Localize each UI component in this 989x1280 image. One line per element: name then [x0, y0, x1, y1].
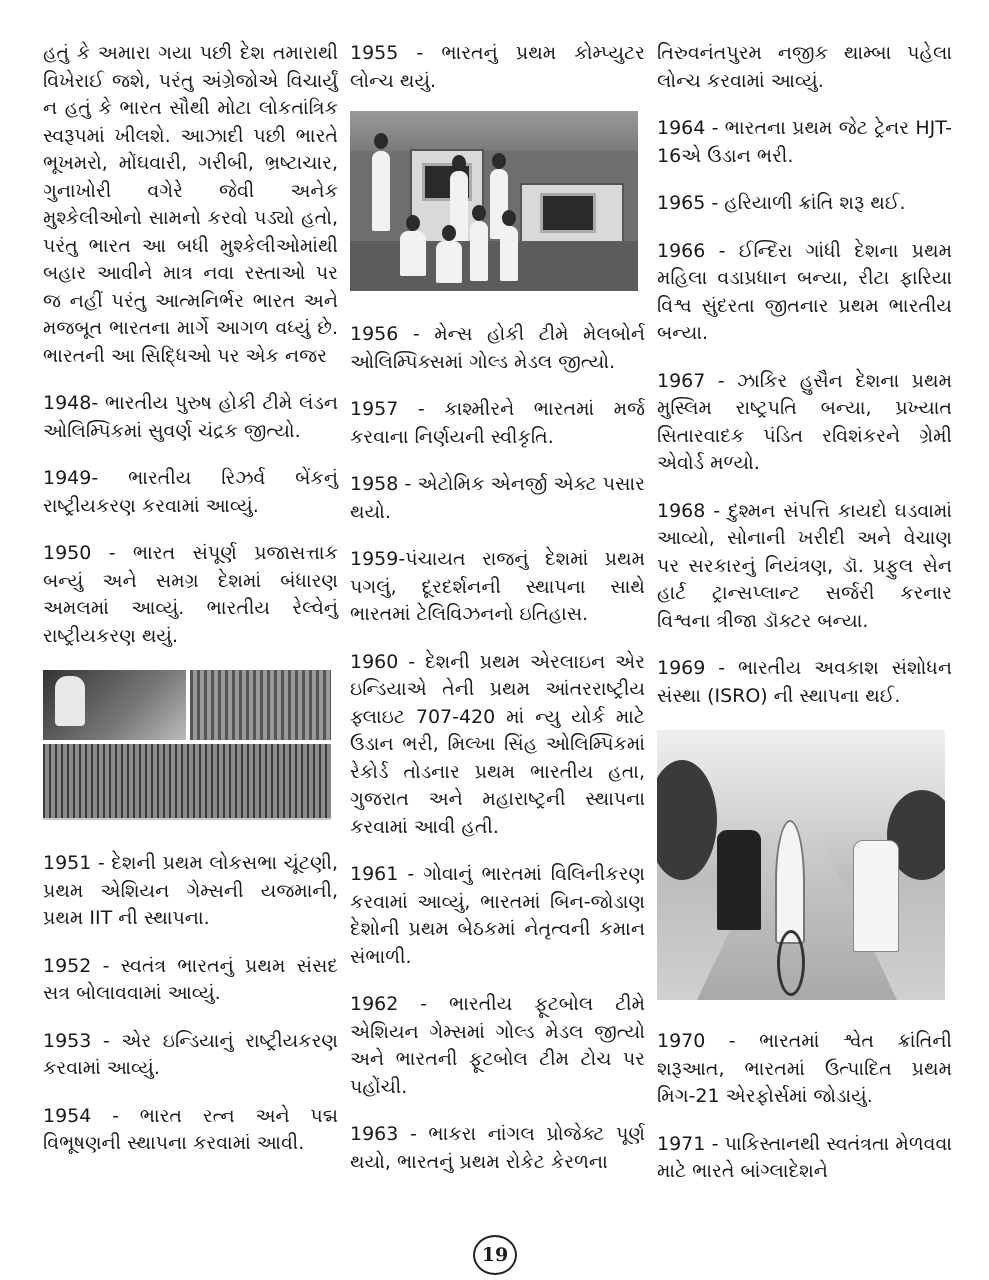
entry-1971: 1971 - પાકિસ્તાનથી સ્વતંત્રતા મેળવવા માટે ભારતે બાંગ્લાદેશને	[657, 1132, 952, 1182]
entry-1953: 1953 - એર ઇન્ડિયાનું રાષ્ટ્રીયકરણ કરવામાં આવ્યું.	[43, 1029, 338, 1079]
republic-day-photo-collage	[43, 670, 331, 820]
first-computer-team-photo	[350, 111, 638, 291]
entry-1966: 1966 - ઈન્દિરા ગાંધી દેશના પ્રથમ મહિલા વડાપ્રધાન બન્યા, રીટા ફારિયા વિશ્વ સુંદરતા જીતનાર પ્રથમ ભારતીય બન્યા.	[657, 239, 952, 344]
entry-1967: 1967 - ઝાકિર હુસૈન દેશના પ્રથમ મુસ્લિમ રાષ્ટ્રપતિ બન્યા, પ્રખ્યાત સિતારવાદક પંડિત રવિશંકરને ગ્રેમી એવોર્ડ મળ્યો.	[657, 369, 952, 474]
entry-1949: 1949- ભારતીય રિઝર્વ બેંકનું રાષ્ટ્રીયકરણ કરવામાં આવ્યું.	[43, 467, 338, 517]
rocket-on-bicycle-photo	[657, 730, 945, 1000]
entry-1960: 1960 - દેશની પ્રથમ એરલાઇન એર ઇન્ડિયાએ તેની પ્રથમ આંતરરાષ્ટ્રીય ફ્લાઇટ 707-420 માં ન્યુ યોર્ક માટે ઉડાન ભરી, મિલ્ખા સિંહ ઓલિમ્પિકમાં રેકોર્ડ તોડનાર પ્રથમ ભારતીય હતા, ગુજરાત અને મહારાષ્ટ્રની સ્થાપના કરવામાં આવી હતી.	[350, 650, 645, 838]
page-number: 19	[473, 1235, 517, 1275]
column-right	[657, 40, 952, 1206]
entry-1959: 1959-પંચાયત રાજનું દેશમાં પ્રથમ પગલું, દૂરદર્શનની સ્થાપના સાથે ભારતમાં ટેલિવિઝનનો ઇતિહાસ.	[350, 548, 645, 625]
entry-1955: 1955 - ભારતનું પ્રથમ કોમ્પ્યુટર લોન્ચ થયું.	[350, 42, 645, 92]
intro-paragraph: હતું કે અમારા ગયા પછી દેશ તમારાથી વિખેરાઈ જશે, પરંતુ અંગ્રેજોએ વિચાર્યું ન હતું કે ભારત સૌથી મોટા લોકતાંત્રિક સ્વરૂપમાં ખીલશે. આઝાદી પછી ભારતે ભૂખમરો, મોંઘવારી, ગરીબી, ભ્રષ્ટાચાર, ગુનાખોરી વગેરે જેવી અનેક મુશ્કેલીઓનો સામનો કરવો પડ્યો હતો, પરંતુ ભારત આ બધી મુશ્કેલીઓમાંથી બહાર આવીને માત્ર નવા રસ્તાઓ પર જ નહીં પરંતુ આત્મનિર્ભર ભારત અને મજબૂત ભારતના માર્ગે આગળ વધ્યું છે. ભારતની આ સિદ્ધિઓ પર એક નજર	[43, 42, 338, 367]
photo-crowd	[190, 670, 331, 740]
entry-1970: 1970 - ભારતમાં શ્વેત ક્રાંતિની શરૂઆત, ભારતમાં ઉત્પાદિત પ્રથમ મિગ-21 એરફોર્સમાં જોડાયું.	[657, 1030, 952, 1107]
column-left	[43, 40, 338, 1178]
column-middle	[350, 40, 645, 1196]
entry-1950: 1950 - ભારત સંપૂર્ણ પ્રજાસત્તાક બન્યું અને સમગ્ર દેશમાં બંધારણ અમલમાં આવ્યું. ભારતીય રેલ્વેનું રાષ્ટ્રીયકરણ થયું.	[43, 542, 338, 647]
entry-1958: 1958 - એટોમિક એનર્જી એક્ટ પસાર થયો.	[350, 473, 645, 523]
entry-1963-cont: તિરુવનંતપુરમ નજીક થામ્બા પહેલા લોન્ચ કરવામાં આવ્યું.	[657, 42, 952, 92]
entry-1965: 1965 - હરિયાળી ક્રાંતિ શરૂ થઈ.	[657, 192, 906, 214]
entry-1962: 1962 - ભારતીય ફૂટબોલ ટીમે એશિયન ગેમ્સમાં ગોલ્ડ મેડલ જીત્યો અને ભારતની ફૂટબોલ ટીમ ટોચ પર પહોંચી.	[350, 993, 645, 1098]
entry-1948: 1948- ભારતીય પુરુષ હોકી ટીમે લંડન ઓલિમ્પિકમાં સુવર્ણ ચંદ્રક જીત્યો.	[43, 392, 338, 442]
entry-1957: 1957 - કાશ્મીરને ભારતમાં મર્જ કરવાના નિર્ણયની સ્વીકૃતિ.	[350, 398, 645, 448]
entry-1963: 1963 - ભાકરા નાંગલ પ્રોજેક્ટ પૂર્ણ થયો, ભારતનું પ્રથમ રોકેટ કેરળના	[350, 1123, 645, 1173]
photo-signing	[43, 670, 186, 740]
entry-1952: 1952 - સ્વતંત્ર ભારતનું પ્રથમ સંસદ સત્ર બોલાવવામાં આવ્યું.	[43, 954, 338, 1004]
entry-1956: 1956 - મેન્સ હોકી ટીમે મેલબોર્ન ઓલિમ્પિક્સમાં ગોલ્ડ મેડલ જીત્યો.	[350, 323, 645, 373]
entry-1961: 1961 - ગોવાનું ભારતમાં વિલિનીકરણ કરવામાં આવ્યું, ભારતમાં બિન-જોડાણ દેશોની પ્રથમ બેઠકમાં નેતૃત્વની કમાન સંભાળી.	[350, 863, 645, 968]
photo-parade	[43, 744, 331, 820]
entry-1951: 1951 - દેશની પ્રથમ લોકસભા ચૂંટણી, પ્રથમ એશિયન ગેમ્સની યજમાની, પ્રથમ IIT ની સ્થાપના.	[43, 852, 338, 929]
entry-1954: 1954 - ભારત રત્ન અને પદ્મ વિભૂષણની સ્થાપના કરવામાં આવી.	[43, 1104, 338, 1154]
entry-1964: 1964 - ભારતના પ્રથમ જેટ ટ્રેનર HJT-16એ ઉડાન ભરી.	[657, 117, 952, 167]
entry-1969: 1969 - ભારતીય અવકાશ સંશોધન સંસ્થા (ISRO) ની સ્થાપના થઈ.	[657, 657, 952, 707]
entry-1968: 1968 - દુશ્મન સંપત્તિ કાયદો ઘડવામાં આવ્યો, સોનાની ખરીદી અને વેચાણ પર સરકારનું નિયંત્રણ, ડૉ. પ્રફુલ સેન હાર્ટ ટ્રાન્સપ્લાન્ટ સર્જરી કરનાર વિશ્વના ત્રીજા ડૉક્ટર બન્યા.	[657, 499, 952, 632]
